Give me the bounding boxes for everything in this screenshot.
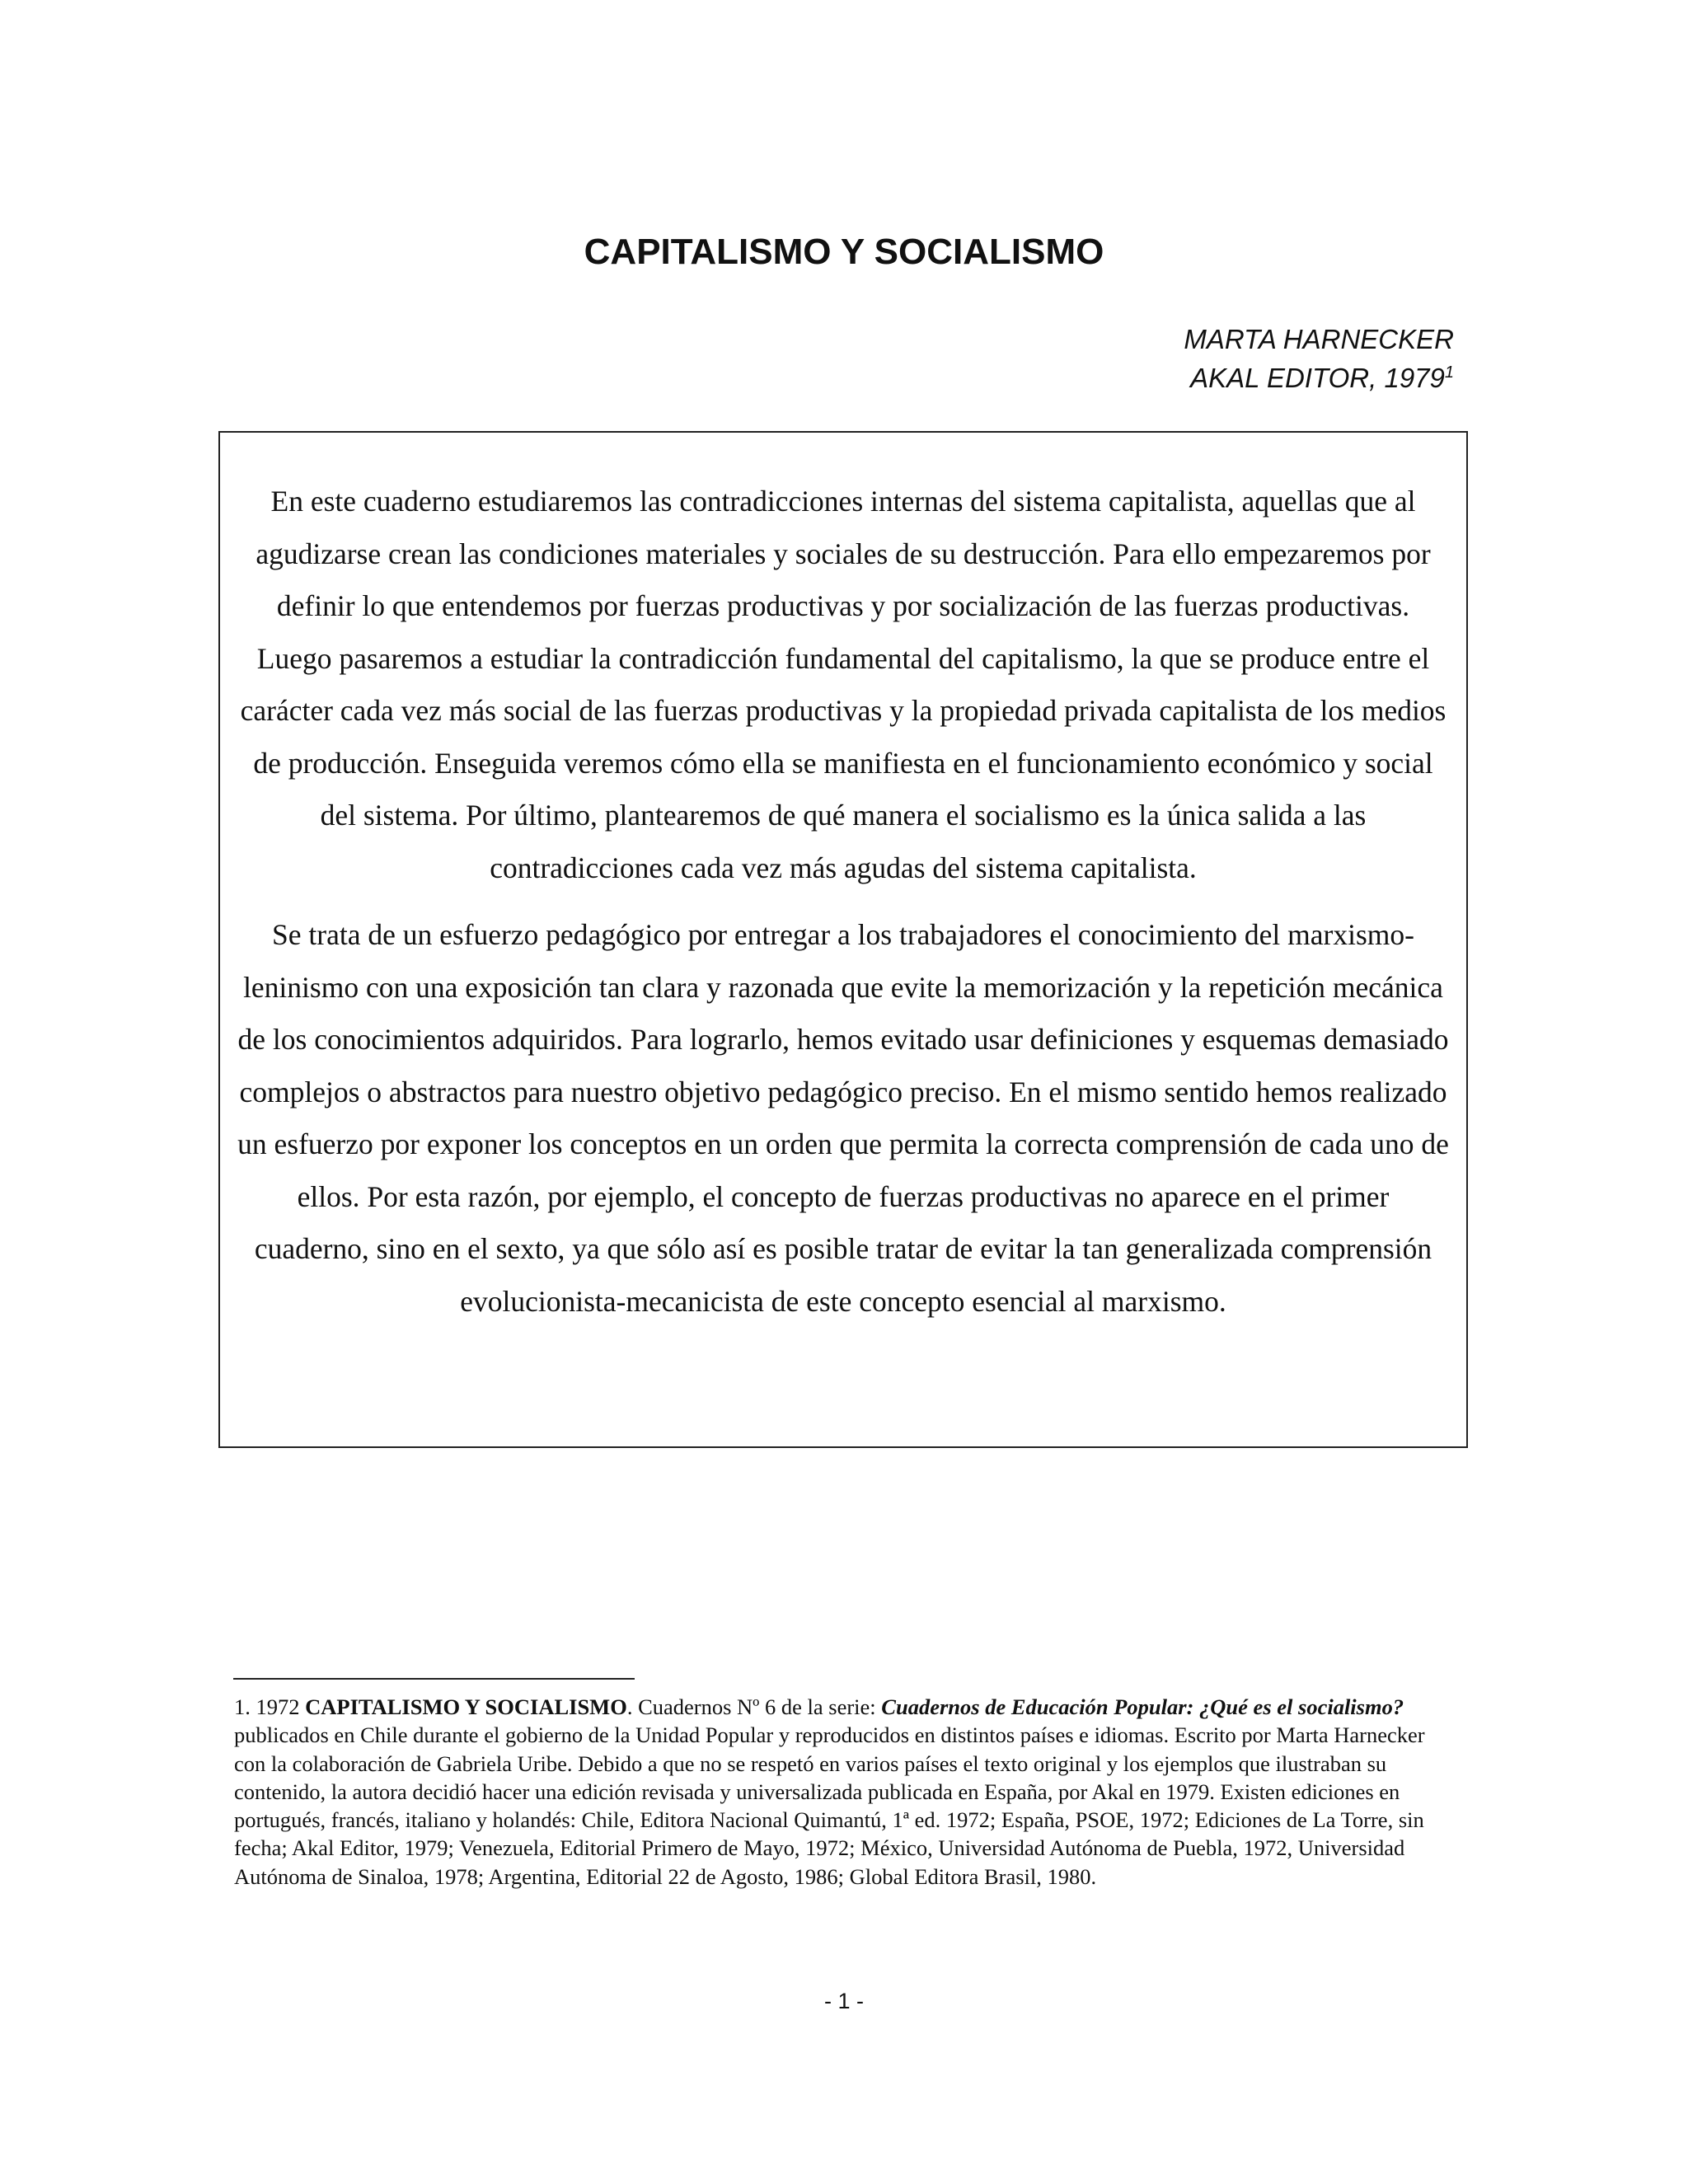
abstract-box [218, 431, 1468, 1448]
author-name: MARTA HARNECKER [1184, 324, 1454, 354]
byline [1184, 320, 1454, 397]
footnote-after-title: . Cuadernos Nº 6 de la serie: [626, 1694, 882, 1719]
footnote [234, 1693, 1454, 1891]
footnote-reference[interactable]: 1 [1444, 363, 1454, 382]
footnote-body: publicados en Chile durante el gobierno de la Unidad Popular y reproducidos en distintos países e idiomas. Escrito por Marta Harnecker con la colaboración de Gabriela Uribe. Debido a que no se respetó en varios países el texto original y los ejemplos que ilustraban su contenido, la autora decidió hacer una edición revisada y universalizada publicada en España, por Akal en 1979. Existen ediciones en portugués, francés, italiano y holandés: Chile, Editora Nacional Quimantú, 1ª ed. 1972; España, PSOE, 1972; Ediciones de La Torre, sin fecha; Akal Editor, 1979; Venezuela, Editorial Primero de Mayo, 1972; México, Universidad Autónoma de Puebla, 1972, Universidad Autónoma de Sinaloa, 1978; Argentina, Editorial 22 de Agosto, 1986; Global Editora Brasil, 1980. [234, 1722, 1425, 1889]
publisher-line [1184, 359, 1454, 397]
publisher-name: AKAL EDITOR, 1979 [1190, 363, 1445, 393]
footnote-bold-title: CAPITALISMO Y SOCIALISMO [305, 1694, 627, 1719]
footnote-prefix: 1. 1972 [234, 1694, 306, 1719]
abstract-paragraph-1: En este cuaderno estudiaremos las contradicciones internas del sistema capitalista, aquellas que al agudizarse crean las condiciones materiales y sociales de su destrucción. Para ello empezaremos por definir lo que entendemos por fuerzas productivas y por socialización de las fuerzas productivas. Luego pasaremos a estudiar la contradicción fundamental del capitalismo, la que se produce entre el carácter cada vez más social de las fuerzas productivas y la propiedad privada capitalista de los medios de producción. Enseguida veremos cómo ella se manifiesta en el funcionamiento económico y social del sistema. Por último, plantearemos de qué manera el socialismo es la única salida a las contradicciones cada vez más agudas del sistema capitalista. [240, 485, 1447, 884]
page-number: - 1 - [823, 1989, 864, 2013]
footnote-separator [233, 1678, 635, 1680]
document-title: CAPITALISMO Y SOCIALISMO [584, 232, 1104, 272]
footnote-series-title: Cuadernos de Educación Popular: ¿Qué es el socialismo? [881, 1694, 1404, 1719]
abstract-paragraph-2: Se trata de un esfuerzo pedagógico por entregar a los trabajadores el conocimiento del marxismo-leninismo con una exposición tan clara y razonada que evite la memorización y la repetición mecánica de los conocimientos adquiridos. Para lograrlo, hemos evitado usar definiciones y esquemas demasiado complejos o abstractos para nuestro objetivo pedagógico preciso. En el mismo sentido hemos realizado un esfuerzo por exponer los conceptos en un orden que permita la correcta comprensión de cada uno de ellos. Por esta razón, por ejemplo, el concepto de fuerzas productivas no aparece en el primer cuaderno, sino en el sexto, ya que sólo así es posible tratar de evitar la tan generalizada comprensión evolucionista-mecanicista de este concepto esencial al marxismo. [237, 918, 1449, 1318]
